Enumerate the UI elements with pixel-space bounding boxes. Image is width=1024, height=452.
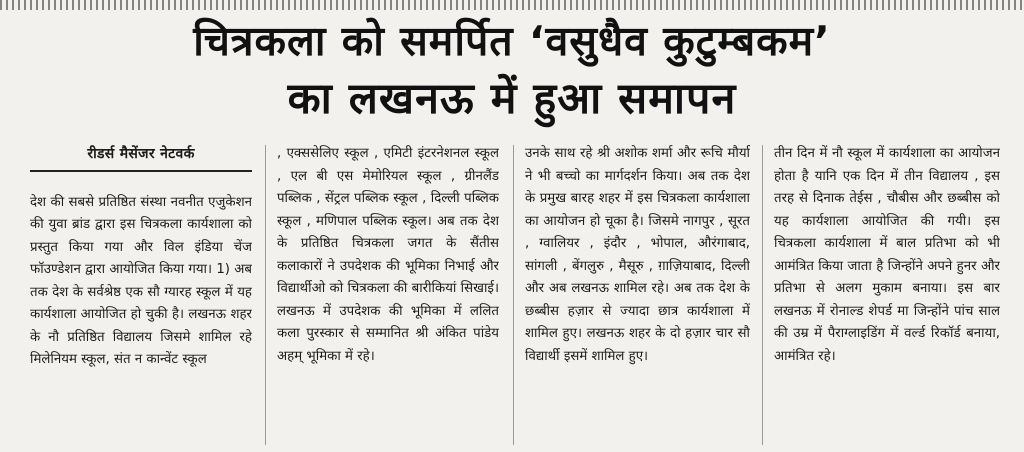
article-column-3 [525,143,750,449]
column-2-text: , एक्ससेलिए स्कूल , एमिटी इंटरनेशनल स्कूल , एल बी एस मेमोरियल स्कूल , ग्रीनलैंड पब्लिक , सेंट्रल पब्लिक स्कूल , दिल्ली पब्लिक स्कूल , मणिपाल पब्लिक स्कूल। अब तक देश के प्रतिष्ठित चित्रकला जगत के सैंतीस कलाकारों ने उपदेशक की भूमिका निभाई और विद्यार्थीओ को चित्रकला की बारीकियां सिखाई। लखनऊ में उपदेशक की भूमिका में ललित कला पुरस्कार से सम्मानित श्री अंकित पांडेय अहम् भूमिका में रहे। [277,146,499,364]
article-body [30,143,1018,449]
column-3-text: उनके साथ रहे श्री अशोक शर्मा और रूचि मौर्या ने भी बच्चो का मार्गदर्शन किया। अब तक देश के प्रमुख बारह शहर में इस चित्रकला कार्यशाला का आयोजन हो चूका है। जिसमे नागपुर , सूरत , ग्वालियर , इंदौर , भोपाल, औरंगाबाद, सांगली , बेंगलुरु , मैसूरु , ग़ाज़ियाबाद, दिल्ली और अब लखनऊ शामिल रहे। अब तक देश के छब्बीस हज़ार से ज्यादा छात्र कार्यशाला में शामिल हुए। लखनऊ शहर के दो हज़ार चार सौ विद्यार्थी इसमें शामिल हुए। [525,146,750,364]
column-divider [513,145,514,445]
column-divider [265,145,266,445]
article-column-4 [774,143,1000,449]
top-rule [0,0,1024,10]
article-column-2 [277,143,499,449]
headline [0,12,1024,128]
headline-line-1: चित्रकला को समर्पित ‘वसुधैव कुटुम्बकम’ [193,17,831,65]
byline: रीडर्स मैसेंजर नेटवर्क [30,143,252,172]
column-1-text: देश की सबसे प्रतिष्ठित संस्था नवनीत एजुकेशन की युवा ब्रांड द्वारा इस चित्रकला कार्यशाला को प्रस्तुत किया गया और विल इंडिया चेंज फॉउण्डेशन द्वारा आयोजित किया गया। 1) अब तक देश के सर्वश्रेष्ठ एक सौ ग्यारह स्कूल में यह कार्यशाला आयोजित हो चुकी है। लखनऊ शहर के नौ प्रतिष्ठित विद्यालय जिसमे शामिल रहे मिलेनियम स्कूल, संत न कान्वेंट स्कूल [30,194,252,367]
headline-line-2: का लखनऊ में हुआ समापन [287,74,737,124]
column-4-text: तीन दिन में नौ स्कूल में कार्यशाला का आयोजन होता है यानि एक दिन में तीन विद्यालय , इस तरह से दिनाक तेईस , चौबीस और छब्बीस को यह कार्यशाला आयोजित की गयी। इस चित्रकला कार्यशाला में बाल प्रतिभा को भी आमंत्रित किया जाता है जिन्होंने अपने हुनर और प्रतिभा से अलग मुकाम बनाया। इस बार लखनऊ में रोनाल्ड शेपर्ड मा जिन्होंने पांच साल की उम्र में पैराग्लाइडिंग में वर्ल्ड रिकॉर्ड बनाया, आमंत्रित रहे। [774,146,1000,364]
column-divider [762,145,763,445]
article-column-1 [30,143,252,449]
